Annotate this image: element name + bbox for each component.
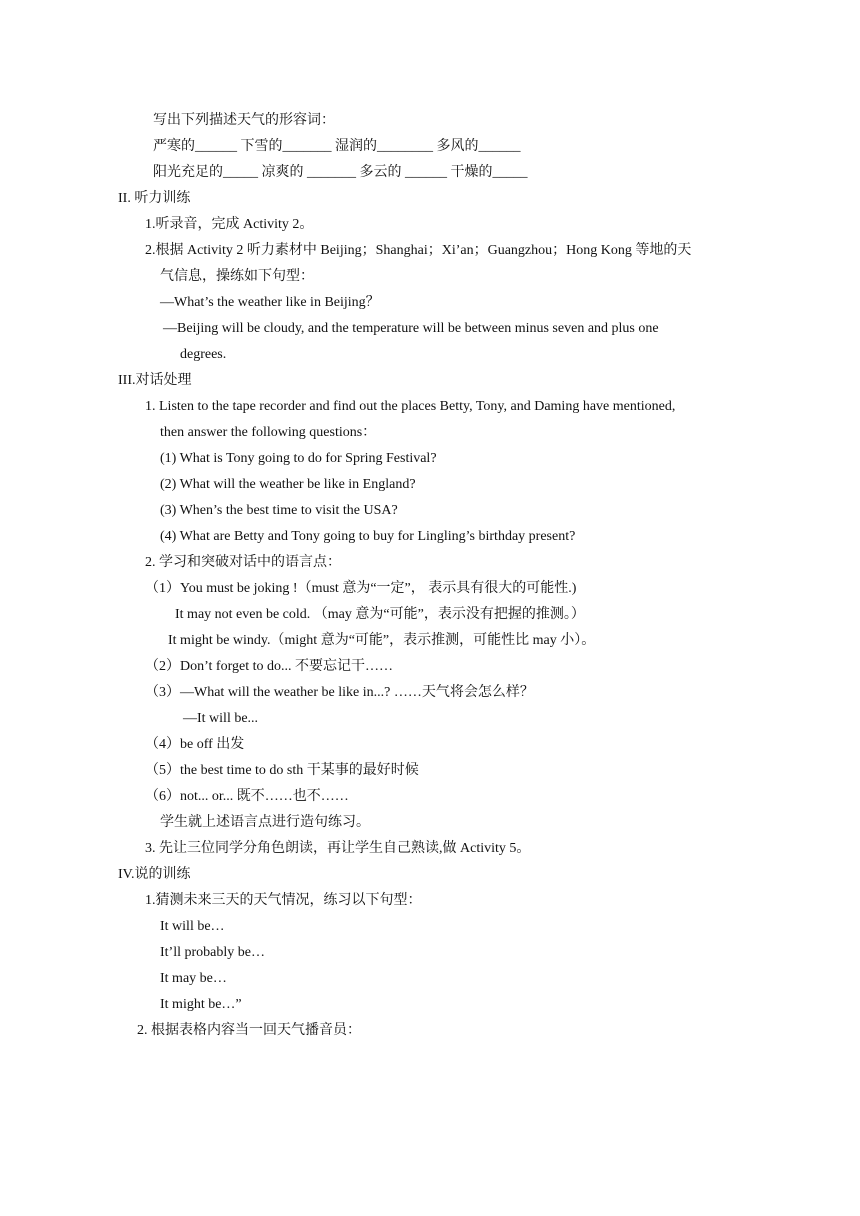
pattern-3: It may be… — [160, 971, 227, 986]
dialogue-question: —What’s the weather like in Beijing？ — [160, 295, 380, 310]
listening-step-2: 2.根据 Activity 2 听力素材中 Beijing；Shanghai；Xi’an；Guangzhou；Hong Kong 等地的天 — [145, 243, 692, 258]
section-heading-ii: II. 听力训练 — [118, 191, 191, 206]
language-point-2: （2）Don’t forget to do... 不要忘记干…… — [145, 659, 393, 674]
language-point-3: （3）—What will the weather be like in...? ……天气将会怎么样？ — [145, 685, 534, 700]
dialogue-answer-cont: degrees. — [180, 347, 227, 362]
language-point-1-may: It may not even be cold. （may 意为“可能”，表示没有把握的推测。） — [175, 607, 585, 622]
sentence-practice: 学生就上述语言点进行造句练习。 — [160, 815, 370, 830]
section-heading-iv: IV.说的训练 — [118, 867, 191, 882]
pattern-4: It might be…” — [160, 997, 242, 1012]
dialogue-step-1: 1. Listen to the tape recorder and find out the places Betty, Tony, and Daming have mentioned, — [145, 399, 676, 414]
pattern-2: It’ll probably be… — [160, 945, 265, 960]
listening-step-2-cont: 气信息，操练如下句型： — [160, 269, 314, 284]
listening-step-1: 1.听录音，完成 Activity 2。 — [145, 217, 314, 232]
pattern-1: It will be… — [160, 919, 225, 934]
question-2: (2) What will the weather be like in England? — [160, 477, 416, 492]
dialogue-step-1-cont: then answer the following questions： — [160, 425, 377, 440]
language-point-6: （6）not... or... 既不……也不…… — [145, 789, 349, 804]
question-3: (3) When’s the best time to visit the USA? — [160, 503, 398, 518]
question-1: (1) What is Tony going to do for Spring Festival? — [160, 451, 437, 466]
question-4: (4) What are Betty and Tony going to buy for Lingling’s birthday present? — [160, 529, 576, 544]
exercise-heading: 写出下列描述天气的形容词： — [153, 113, 335, 128]
language-point-1: （1）You must be joking !（must 意为“一定”， 表示具有很大的可能性.) — [145, 581, 577, 596]
dialogue-step-3: 3. 先让三位同学分角色朗读，再让学生自己熟读,做 Activity 5。 — [145, 841, 531, 856]
speaking-step-2: 2. 根据表格内容当一回天气播音员： — [137, 1023, 361, 1038]
dialogue-answer: —Beijing will be cloudy, and the temperature will be between minus seven and plus one — [163, 321, 659, 336]
exercise-line-1: 严寒的______ 下雪的_______ 湿润的________ 多风的______ — [153, 139, 521, 154]
section-heading-iii: III.对话处理 — [118, 373, 192, 388]
exercise-line-2: 阳光充足的_____ 凉爽的 _______ 多云的 ______ 干燥的_____ — [153, 165, 528, 180]
language-point-5: （5）the best time to do sth 干某事的最好时候 — [145, 763, 419, 778]
speaking-step-1: 1.猜测未来三天的天气情况，练习以下句型： — [145, 893, 422, 908]
language-point-1-might: It might be windy.（might 意为“可能”，表示推测，可能性比 may 小）。 — [168, 633, 596, 648]
dialogue-step-2: 2. 学习和突破对话中的语言点： — [145, 555, 341, 570]
language-point-4: （4）be off 出发 — [145, 737, 245, 752]
language-point-3-answer: —It will be... — [183, 711, 259, 726]
